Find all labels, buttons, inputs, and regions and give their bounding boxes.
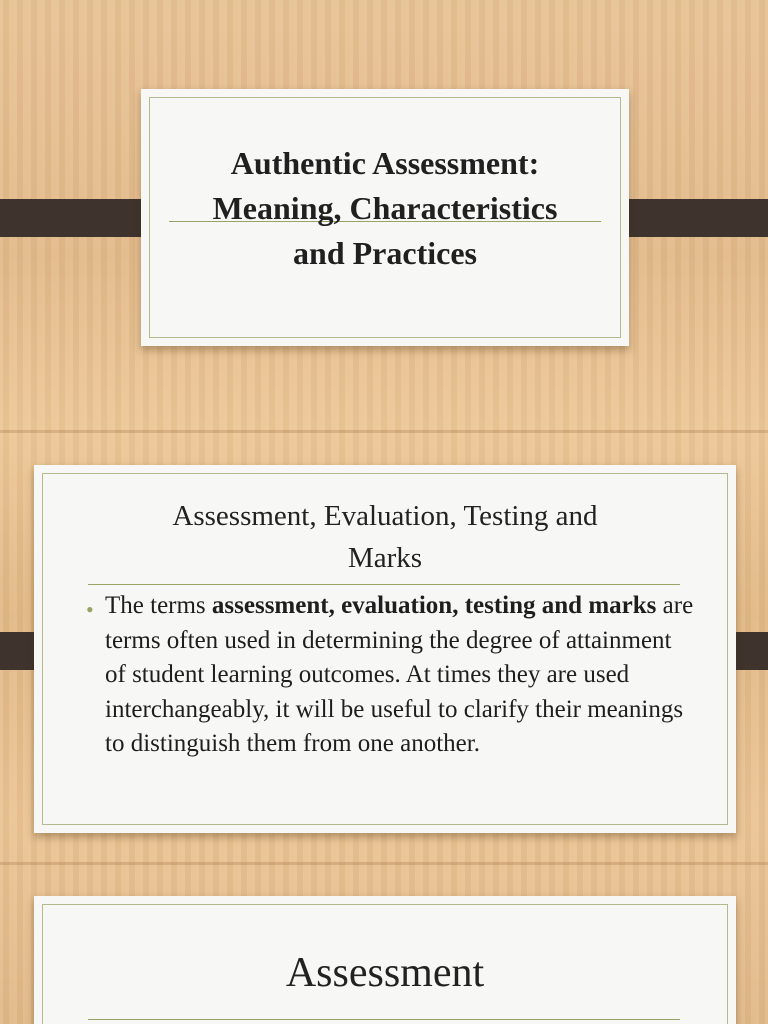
- wood-seam: [0, 862, 768, 865]
- slide-heading: Assessment: [285, 950, 485, 996]
- heading-underline: [88, 584, 680, 585]
- heading-line: Assessment, Evaluation, Testing and: [172, 500, 598, 532]
- title-line: Meaning, Characteristics: [212, 190, 558, 226]
- title-slide[interactable]: [141, 89, 629, 346]
- slide-tab-right: [613, 199, 768, 237]
- paragraph-rest: are terms often used in determining the degree of attainment of student learning outcomes. At times they are used interchangeably, it will be useful to clarify their meanings to distinguish them from one another.: [105, 592, 694, 757]
- bullet-paragraph: [105, 589, 695, 762]
- paragraph-intro: The terms: [105, 592, 212, 619]
- section-slide[interactable]: [34, 896, 736, 1024]
- content-slide[interactable]: [34, 465, 736, 833]
- bullet-marker: •: [86, 597, 94, 622]
- paragraph-bold-terms: assessment, evaluation, testing and marks: [211, 592, 657, 619]
- slide-tab-left: [0, 199, 156, 237]
- title-line: Authentic Assessment:: [230, 145, 540, 181]
- heading-line: Marks: [347, 542, 423, 574]
- heading-underline: [88, 1019, 680, 1020]
- presentation-title: [141, 141, 629, 276]
- wood-seam: [0, 430, 768, 433]
- slide-heading: [74, 495, 696, 579]
- title-line: and Practices: [293, 235, 477, 271]
